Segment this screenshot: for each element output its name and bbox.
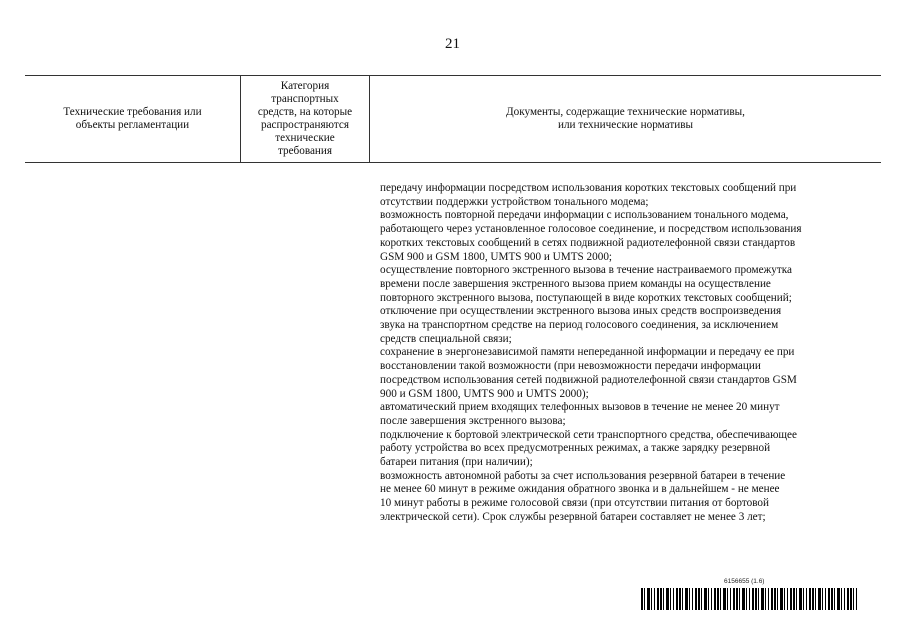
requirements-text: [380, 182, 880, 525]
header-col-documents: Документы, содержащие технические нормативы, или технические нормативы: [506, 106, 745, 131]
list-item: возможность автономной работы за счет использования резервной батареи в течение не менее 60 минут в режиме ожидания обратного звонка и в дальнейшем - не менее 10 минут работы в режиме голосовой связи (при отсутствии питания от бортовой электрической сети). Срок службы резервной батареи составляет не менее 3 лет;: [380, 469, 786, 523]
header-col-requirements: Технические требования или объекты регламентации: [63, 106, 202, 131]
table-header: [25, 75, 881, 163]
list-item: возможность повторной передачи информации с использованием тонального модема, работающего через установленное голосовое соединение, и посредством использования коротких текстовых сообщений в сетях подвижной радиотелефонной связи стандартов GSM 900 и GSM 1800, UMTS 900 и UMTS 2000;: [380, 209, 802, 263]
page-number: 21: [445, 36, 460, 52]
barcode-icon: [641, 588, 857, 610]
document-code: 6156655 (1.6): [724, 578, 765, 585]
list-item: отключение при осуществлении экстренного вызова иных средств воспроизведения звука на транспортном средстве на период голосового соединения, за исключением средств специальной связи;: [380, 305, 782, 345]
list-item: передачу информации посредством использования коротких текстовых сообщений при отсутствии поддержки устройством тонального модема;: [380, 182, 797, 208]
list-item: автоматический прием входящих телефонных вызовов в течение не менее 20 минут после завершения экстренного вызова;: [380, 401, 780, 427]
list-item: осуществление повторного экстренного вызова в течение настраиваемого промежутка времени после завершения экстренного вызова прием команды на осуществление повторного экстренного вызова, поступающей в виде коротких текстовых сообщений;: [380, 264, 792, 304]
list-item: подключение к бортовой электрической сети транспортного средства, обеспечивающее работу устройства во всех предусмотренных режимах, а также зарядку резервной батареи питания (при наличии);: [380, 428, 797, 469]
header-col-vehicle-category: Категория транспортных средств, на которые распространяются технические требования: [240, 76, 370, 162]
list-item: сохранение в энергонезависимой памяти непереданной информации и передачу ее при восстановлении такой возможности (при невозможности передачи информации посредством использования сетей подвижной радиотелефонной связи стандартов GSM 900 и GSM 1800, UMTS 900 и UMTS 2000);: [380, 346, 797, 400]
